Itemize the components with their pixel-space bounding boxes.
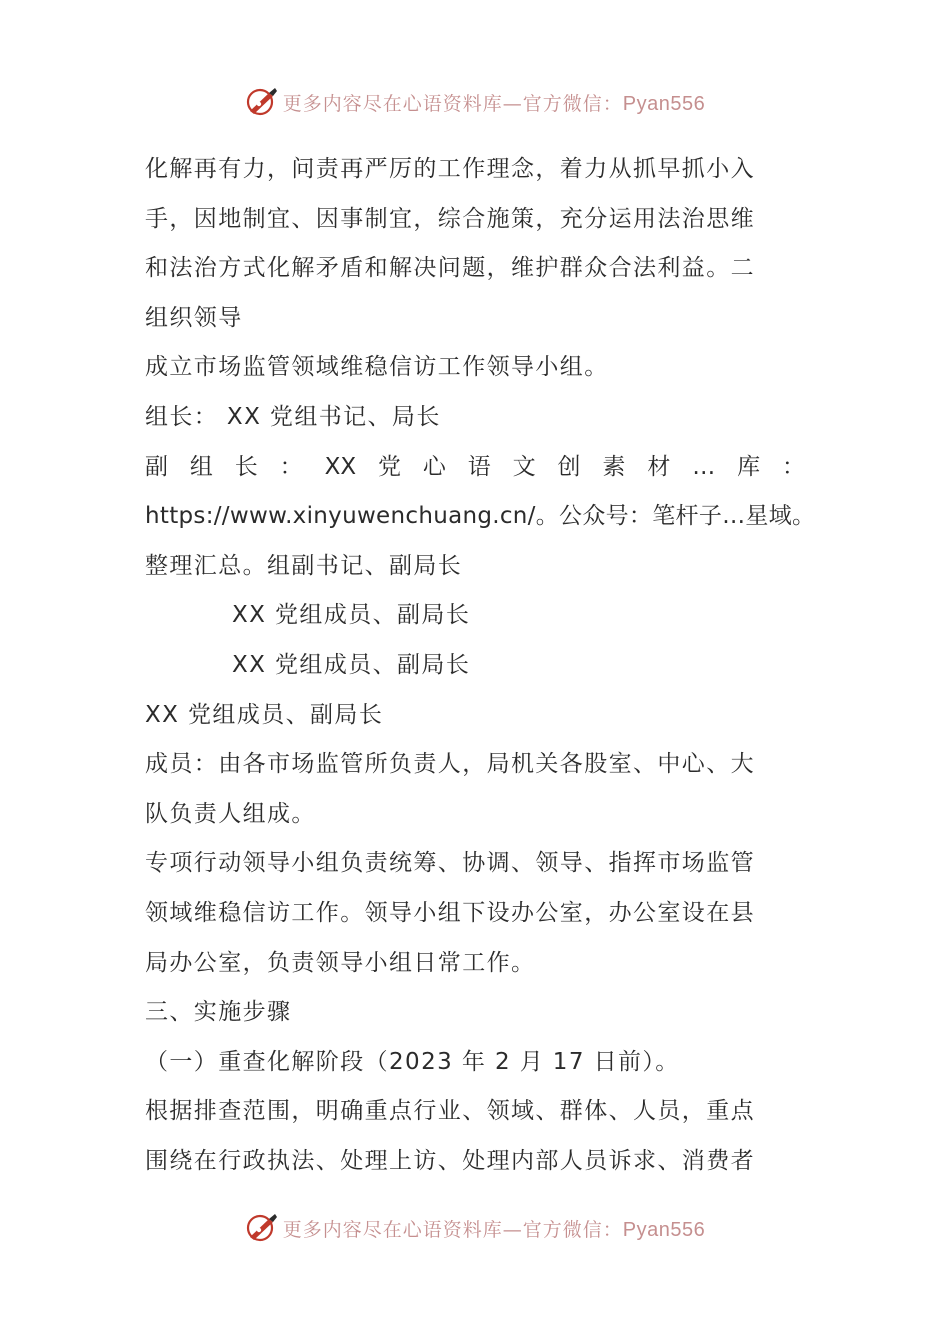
- text-line: 组长： XX 党组书记、局长: [145, 403, 441, 430]
- watermark-text: 更多内容尽在心语资料库—官方微信：Pyan556: [282, 1218, 706, 1241]
- text-line-justified: [145, 443, 805, 493]
- justified-char: 创: [557, 453, 581, 480]
- text-line: 手，因地制宜、因事制宜，综合施策，充分运用法治思维: [145, 205, 755, 232]
- text-line: 化解再有力，问责再严厉的工作理念，着力从抓早抓小入: [145, 156, 755, 182]
- justified-char: 心: [422, 453, 446, 480]
- subsection-heading: （一）重查化解阶段（2023 年 2 月 17 日前）。: [145, 1048, 680, 1075]
- justified-char: 副: [145, 453, 168, 480]
- pen-logo-icon: [245, 85, 279, 119]
- justified-char: 长: [234, 453, 258, 480]
- justified-char: ：: [279, 453, 303, 480]
- watermark-id: Pyan556: [622, 92, 706, 115]
- text-line: 组织领导: [145, 304, 243, 331]
- justified-char: XX: [324, 453, 357, 480]
- text-line: 成员：由各市场监管所负责人，局机关各股室、中心、大: [145, 751, 755, 778]
- text-line: 队负责人组成。: [145, 800, 316, 827]
- document-body: [145, 145, 816, 1186]
- justified-char: …: [692, 453, 716, 480]
- text-line: 和法治方式化解矛盾和解决问题，维护群众合法利益。二: [145, 255, 755, 282]
- justified-char: 语: [467, 453, 491, 480]
- watermark-footer: [0, 1206, 950, 1250]
- text-line: XX 党组成员、副局长: [232, 602, 471, 629]
- text-line: 根据排查范围，明确重点行业、领域、群体、人员，重点: [145, 1098, 755, 1125]
- justified-char: 材: [647, 453, 671, 480]
- watermark-header: [0, 80, 950, 124]
- text-line: XX 党组成员、副局长: [145, 701, 384, 728]
- text-line: 整理汇总。组副书记、副局长: [145, 552, 463, 579]
- watermark-text: 更多内容尽在心语资料库—官方微信：Pyan556: [282, 92, 706, 115]
- text-line: 专项行动领导小组负责统筹、协调、领导、指挥市场监管: [145, 850, 755, 877]
- justified-char: 素: [602, 453, 626, 480]
- justified-char: 库: [737, 453, 761, 480]
- text-line: 局办公室，负责领导小组日常工作。: [145, 949, 536, 976]
- pen-logo-icon: [245, 1211, 279, 1245]
- section-heading: 三、实施步骤: [145, 999, 292, 1026]
- watermark-id: Pyan556: [622, 1218, 706, 1241]
- justified-char: 组: [189, 453, 213, 480]
- text-line: 领域维稳信访工作。领导小组下设办公室，办公室设在县: [145, 899, 755, 926]
- justified-char: 党: [377, 453, 401, 480]
- url-line: https://www.xinyuwenchuang.cn/。公众号：笔杆子…星域。: [145, 503, 816, 530]
- text-line: 围绕在行政执法、处理上访、处理内部人员诉求、消费者: [145, 1147, 755, 1174]
- justified-char: 文: [512, 453, 536, 480]
- justified-char: ：: [781, 453, 805, 480]
- text-line: XX 党组成员、副局长: [232, 651, 471, 678]
- text-line: 成立市场监管领域维稳信访工作领导小组。: [145, 354, 609, 381]
